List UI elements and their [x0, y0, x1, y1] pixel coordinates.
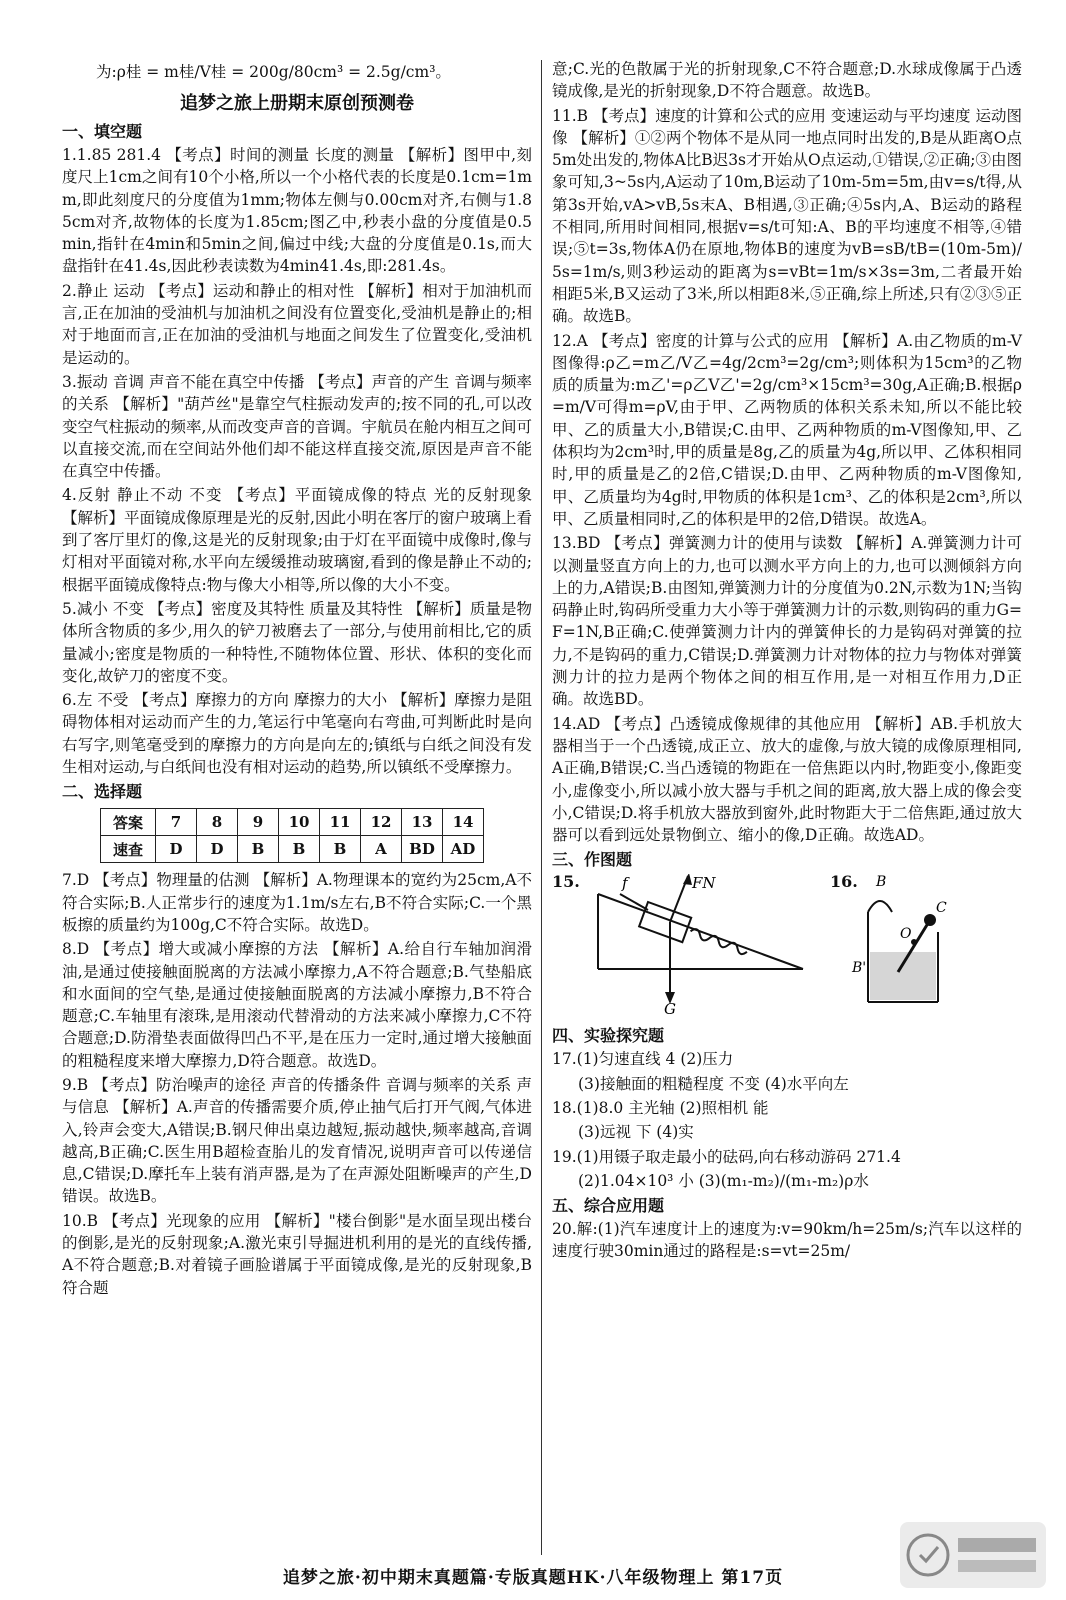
lever-diagram — [848, 872, 958, 1012]
answer-q18a: 18.(1)8.0 主光轴 (2)照相机 能 — [552, 1098, 769, 1117]
point-b-label: B — [876, 874, 887, 891]
section-fill-blank: 一、填空题 — [62, 122, 143, 141]
table-num: 9 — [238, 809, 279, 836]
table-ans: AD — [443, 836, 484, 863]
answer-q13: 13.BD 【考点】弹簧测力计的使用与读数 【解析】A.弹簧测力计可以测量竖直方向上的力,也可以测水平方向上的力,也可以测倾斜方向上的力,A错误;B.由图知,弹簧测力计的分度值为0.2N,示数为1N;当钩码静止时,钩码所受重力大小等于弹簧测力计的示数,则钩码的重力G=F=1N,B正确;C.使弹簧测力计内的弹簧伸长的力是钩码对弹簧的拉力,不是钩码的重力,C错误;D.弹簧测力计对物体的拉力与物体对弹簧测力计的拉力是两个物体之间的相互作用,是一对相互作用力,D正确。故选BD。 — [552, 534, 1022, 709]
answer-q14: 14.AD 【考点】凸透镜成像规律的其他应用 【解析】AB.手机放大器相当于一个凸透镜,成正立、放大的虚像,与放大镜的成像原理相同,A正确,B错误;C.当凸透镜的物距在一倍焦距以内时,物距变小,像距变小,虚像变小,所以减小放大器与手机之间的距离,放大器上成的像会变小,C错误;D.将手机放大器放到窗外,此时物距大于二倍焦距,通过放大器可以看到远处景物倒立、缩小的像,D正确。故选AD。 — [552, 714, 1022, 845]
table-num: 11 — [320, 809, 361, 836]
answer-q5: 5.减小 不变 【考点】密度及其特性 质量及其特性 【解析】质量是物体所含物质的多少,用久的铲刀被磨去了一部分,与使用前相比,它的质量减小;密度是物质的一种特性,不随物体位置、形状、体积的变化而变化,故铲刀的密度不变。 — [62, 599, 532, 685]
answer-table — [100, 808, 484, 863]
table-head-2: 速查 — [101, 836, 156, 863]
section-experiment: 四、实验探究题 — [552, 1026, 665, 1046]
section-choice: 二、选择题 — [62, 782, 143, 802]
point-o-label: O — [900, 926, 912, 943]
normal-force-label: FN — [692, 874, 716, 893]
friction-label: f — [622, 874, 628, 893]
table-num: 12 — [361, 809, 402, 836]
answer-q20: 20.解:(1)汽车速度计上的速度为:v=90km/h=25m/s;汽车以这样的速度行驶30min通过的路程是:s=vt=25m/ — [552, 1220, 1022, 1261]
table-head-1: 答案 — [101, 809, 156, 836]
answer-q6: 6.左 不受 【考点】摩擦力的方向 摩擦力的大小 【解析】摩擦力是阻碍物体相对运动而产生的力,笔运行中笔毫向右弯曲,可判断此时是向右写字,则笔毫受到的摩擦力的方向是向左的;镇纸与白纸之间没有发生相对运动,与白纸间也没有相对运动的趋势,所以镇纸不受摩擦力。 — [62, 691, 532, 777]
watermark-logo — [898, 1520, 1048, 1590]
answer-q10-cont: 意;C.光的色散属于光的折射现象,C不符合题意;D.水球成像属于凸透镜成像,是光的折射现象,D不符合题意。故选B。 — [552, 60, 1022, 101]
table-ans: D — [156, 836, 197, 863]
table-num: 13 — [402, 809, 443, 836]
page-footer: 追梦之旅·初中期末真题篇·专版真题HK·八年级物理上 第17页 — [282, 1568, 784, 1588]
incline-diagram — [588, 874, 808, 1014]
section-application: 五、综合应用题 — [552, 1196, 665, 1216]
section-drawing: 三、作图题 — [552, 850, 633, 870]
answer-q1: 1.1.85 281.4 【考点】时间的测量 长度的测量 【解析】图甲中,刻度尺上1cm之间有10个小格,所以一个小格代表的长度是0.1cm=1mm,即此刻度尺的分度值为1mm;物体左侧与0.00cm对齐,右侧与1.85cm对齐,故物体的长度为1.85cm;图乙中,秒表小盘的分度值是0.5min,指针在4min和5min之间,偏过中线;大盘的分度值是0.1s,而大盘指针在41.4s,因此秒表读数为4min41.4s,即:281.4s。 — [62, 146, 532, 276]
table-ans: A — [361, 836, 402, 863]
table-num: 7 — [156, 809, 197, 836]
gravity-label: G — [664, 1000, 676, 1015]
answer-q4: 4.反射 静止不动 不变 【考点】平面镜成像的特点 光的反射现象 【解析】平面镜成像原理是光的反射,因此小明在客厅的窗户玻璃上看到了客厅里灯的像,这是光的反射现象;由于灯在平面镜中成像时,像与灯相对平面镜对称,水平向左缓缓推动玻璃窗,看到的像是静止不动的;根据平面镜成像特点:物与像大小相等,所以像的大小不变。 — [62, 486, 532, 594]
answer-q19b: (2)1.04×10³ 小 (3)(m₁-m₂)/(m₁-m₂)ρ水 — [578, 1171, 869, 1190]
point-b2-label: B' — [852, 960, 867, 977]
answer-q18b: (3)远视 下 (4)实 — [578, 1123, 694, 1142]
answer-q19a: 19.(1)用镊子取走最小的砝码,向右移动游码 271.4 — [552, 1147, 901, 1166]
table-ans: D — [197, 836, 238, 863]
table-ans: B — [238, 836, 279, 863]
answer-q11: 11.B 【考点】速度的计算和公式的应用 变速运动与平均速度 运动图像 【解析】①②两个物体不是从同一地点同时出发的,B是从距离O点5m处出发的,物体A比B迟3s才开始从O点运动,①错误,②正确;③由图象可知,3~5s内,A运动了10m,B运动了10m-5m=5m,由v=s/t得,从第3s开始,vA>vB,5s末A、B相遇,③正确;④5s内,A、B运动的路程不相同,所用时间相同,根据v=s/t可知:A、B的平均速度不相等,④错误;⑤t=3s,物体A仍在原地,物体B的速度为vB=sB/tB=(10m-5m)/5s=1m/s,则3秒运动的距离为s=vBt=1m/s×3s=3m,二者最开始相距5米,B又运动了3米,所以相距8米,⑤正确,综上所述,只有②③⑤正确。故选B。 — [552, 106, 1022, 326]
column-divider — [541, 60, 542, 1555]
left-column — [62, 58, 532, 1301]
answer-q9: 9.B 【考点】防治噪声的途径 声音的传播条件 音调与频率的关系 声与信息 【解析】A.声音的传播需要介质,停止抽气后打开气阀,气体进入,铃声会变大,A错误;B.钢尺伸出桌边越短,振动越快,频率越高,音调越高,B正确;C.医生用B超检查胎儿的发育情况,说明声音可以传递信息,C错误;D.摩托车上装有消声器,是为了在声源处阻断噪声的产生,D错误。故选B。 — [62, 1075, 532, 1206]
answer-q17b: (3)接触面的粗糙程度 不变 (4)水平向左 — [578, 1074, 849, 1093]
table-ans: B — [320, 836, 361, 863]
density-formula: 为:ρ桂 = m桂/V桂 = 200g/80cm³ = 2.5g/cm³。 — [96, 63, 451, 81]
answer-q7: 7.D 【考点】物理量的估测 【解析】A.物理课本的宽约为25cm,A不符合实际;B.人正常步行的速度为1.1m/s左右,B不符合实际;C.一个黑板擦的质量约为100g,C不符合实际。故选D。 — [62, 871, 532, 934]
exam-title: 追梦之旅上册期末原创预测卷 — [180, 93, 414, 114]
answer-q10: 10.B 【考点】光现象的应用 【解析】"楼台倒影"是水面呈现出楼台的倒影,是光的反射现象;A.激光束引导掘进机利用的是光的直线传播,A不符合题意;B.对着镜子画脸谱属于平面镜成像,是光的反射现象,B符合题 — [62, 1211, 532, 1297]
right-column — [552, 58, 1022, 1265]
answer-q3: 3.振动 音调 声音不能在真空中传播 【考点】声音的产生 音调与频率的关系 【解析】"葫芦丝"是靠空气柱振动发声的;按不同的孔,可以改变空气柱振动的频率,从而改变声音的音调。宇航员在舱内相互之间可以直接交流,而在空间站外他们却不能这样直接交流,原因是声音不能在真空中传播。 — [62, 372, 532, 481]
fig15-label: 15. — [552, 872, 580, 892]
table-num: 8 — [197, 809, 238, 836]
table-ans: BD — [402, 836, 443, 863]
table-num: 14 — [443, 809, 484, 836]
answer-q8: 8.D 【考点】增大或减小摩擦的方法 【解析】A.给自行车轴加润滑油,是通过使接触面脱离的方法减小摩擦力,A不符合题意;B.气垫船底和水面间的空气垫,是通过使接触面脱离的方法减小摩擦力,B不符合题意;C.车轴里有滚珠,是用滚动代替滑动的方法来减小摩擦力,C不符合题意;D.防滑垫表面做得凹凸不平,是在压力一定时,通过增大接触面的粗糙程度来增大摩擦力,D符合题意。故选D。 — [62, 940, 532, 1070]
answer-q2: 2.静止 运动 【考点】运动和静止的相对性 【解析】相对于加油机而言,正在加油的受油机与加油机之间没有位置变化,受油机是静止的;相对于地面而言,正在加油的受油机与地面之间发生了位置变化,受油机是运动的。 — [62, 281, 532, 367]
answer-q12: 12.A 【考点】密度的计算与公式的应用 【解析】A.由乙物质的m-V图像得:ρ乙=m乙/V乙=4g/2cm³=2g/cm³;则体积为15cm³的乙物质的质量为:m乙'=ρ乙V乙'=2g/cm³×15cm³=30g,A正确;B.根据ρ=m/V可得m=ρV,由于甲、乙两物质的体积关系未知,所以不能比较甲、乙的质量大小,B错误;C.由甲、乙两种物质的m-V图像知,甲、乙体积均为2cm³时,甲的质量是8g,乙的质量为4g,所以甲、乙体积相同时,甲的质量是乙的2倍,C错误;D.由甲、乙两种物质的m-V图像知,甲、乙质量均为4g时,甲物质的体积是1cm³、乙的体积是2cm³,所以甲、乙质量相同时,乙的体积是甲的2倍,D错误。故选A。 — [552, 331, 1022, 528]
point-c-label: C — [936, 900, 947, 917]
answer-q17a: 17.(1)匀速直线 4 (2)压力 — [552, 1050, 734, 1069]
table-num: 10 — [279, 809, 320, 836]
fig16-label: 16. — [830, 872, 858, 892]
drawing-figures — [552, 872, 1022, 1022]
table-ans: B — [279, 836, 320, 863]
